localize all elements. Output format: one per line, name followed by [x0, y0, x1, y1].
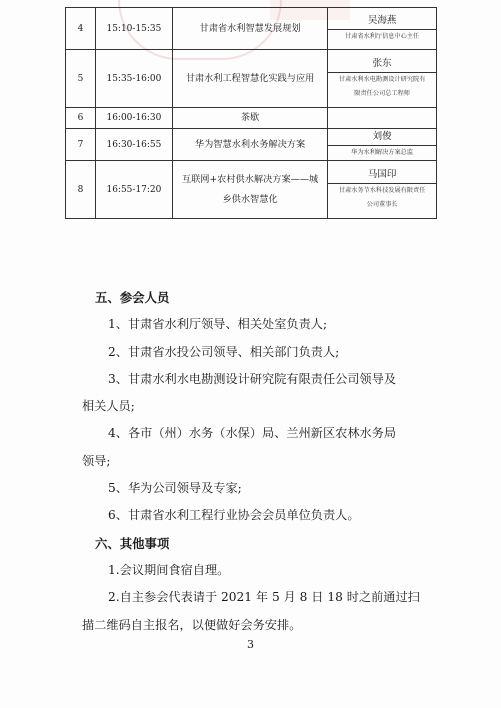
list-item: 4、各市（州）水务（水保）局、兰州新区农林水务局 — [108, 426, 397, 441]
speaker-name: 刘俊 — [372, 131, 392, 142]
table-row — [66, 8, 437, 50]
speaker-title: 甘肃水务节水科技发展有限责任 — [338, 187, 426, 194]
row-topic: 茶歇 — [172, 108, 327, 129]
schedule-table — [65, 7, 437, 219]
list-item: 1、甘肃省水利厅领导、相关处室负责人; — [108, 317, 328, 332]
table-row — [66, 50, 437, 108]
speaker-name: 吴海燕 — [367, 15, 397, 26]
list-item-continued: 领导; — [82, 453, 111, 468]
row-number: 8 — [66, 161, 96, 219]
list-item-continued: 相关人员; — [82, 399, 135, 414]
list-item: 3、甘肃水利水电勘测设计研究院有限责任公司领导及 — [108, 371, 397, 386]
list-item: 5、华为公司领导及专家; — [108, 481, 242, 496]
row-number: 7 — [66, 129, 96, 161]
topic-line: 互联网+农村供水解决方案——城 — [181, 173, 319, 185]
row-time: 15:10-15:35 — [95, 8, 172, 50]
table-row — [66, 129, 437, 161]
table-row — [66, 161, 437, 219]
row-number: 4 — [66, 8, 96, 50]
list-item: 1.会议期间食宿自理。 — [108, 562, 230, 577]
row-time: 16:55-17:20 — [95, 161, 172, 219]
row-topic — [172, 161, 327, 219]
row-topic: 甘肃水利工程智慧化实践与应用 — [172, 50, 327, 108]
section-heading: 五、参会人员 — [95, 290, 170, 305]
row-speaker — [328, 161, 437, 219]
row-topic: 甘肃省水利智慧发展规划 — [172, 8, 327, 50]
row-time: 16:30-16:55 — [95, 129, 172, 161]
speaker-name: 马国印 — [367, 169, 397, 180]
speaker-title: 限责任公司总工程师 — [354, 90, 410, 97]
list-item: 2、甘肃省水投公司领导、相关部门负责人; — [108, 344, 340, 359]
row-speaker — [328, 129, 437, 161]
speaker-title: 甘肃水利水电勘测设计研究院有 — [338, 76, 426, 83]
row-speaker — [328, 8, 437, 50]
page-number: 3 — [247, 638, 254, 651]
row-number: 6 — [66, 108, 96, 129]
speaker-name: 张东 — [372, 58, 392, 69]
table-row — [66, 108, 437, 129]
list-item: 2.自主参会代表请于 2021 年 5 月 8 日 18 时之前通过扫 — [108, 590, 420, 605]
speaker-title: 甘肃省水利厅信息中心主任 — [344, 33, 420, 40]
topic-line: 乡供水智慧化 — [222, 193, 278, 205]
row-time: 15:35-16:00 — [95, 50, 172, 108]
section-heading: 六、其他事项 — [95, 535, 170, 551]
speaker-title: 公司董事长 — [366, 201, 398, 208]
row-speaker — [328, 50, 437, 108]
row-topic: 华为智慧水利水务解决方案 — [172, 129, 327, 161]
body-text — [82, 284, 435, 639]
row-number: 5 — [66, 50, 96, 108]
row-speaker-empty — [328, 108, 437, 129]
list-item: 6、甘肃省水利工程行业协会会员单位负责人。 — [108, 508, 360, 523]
speaker-title: 华为水利解决方案总监 — [351, 149, 414, 156]
list-item-continued: 描二维码自主报名，以便做好会务安排。 — [82, 617, 302, 632]
row-time: 16:00-16:30 — [95, 108, 172, 129]
